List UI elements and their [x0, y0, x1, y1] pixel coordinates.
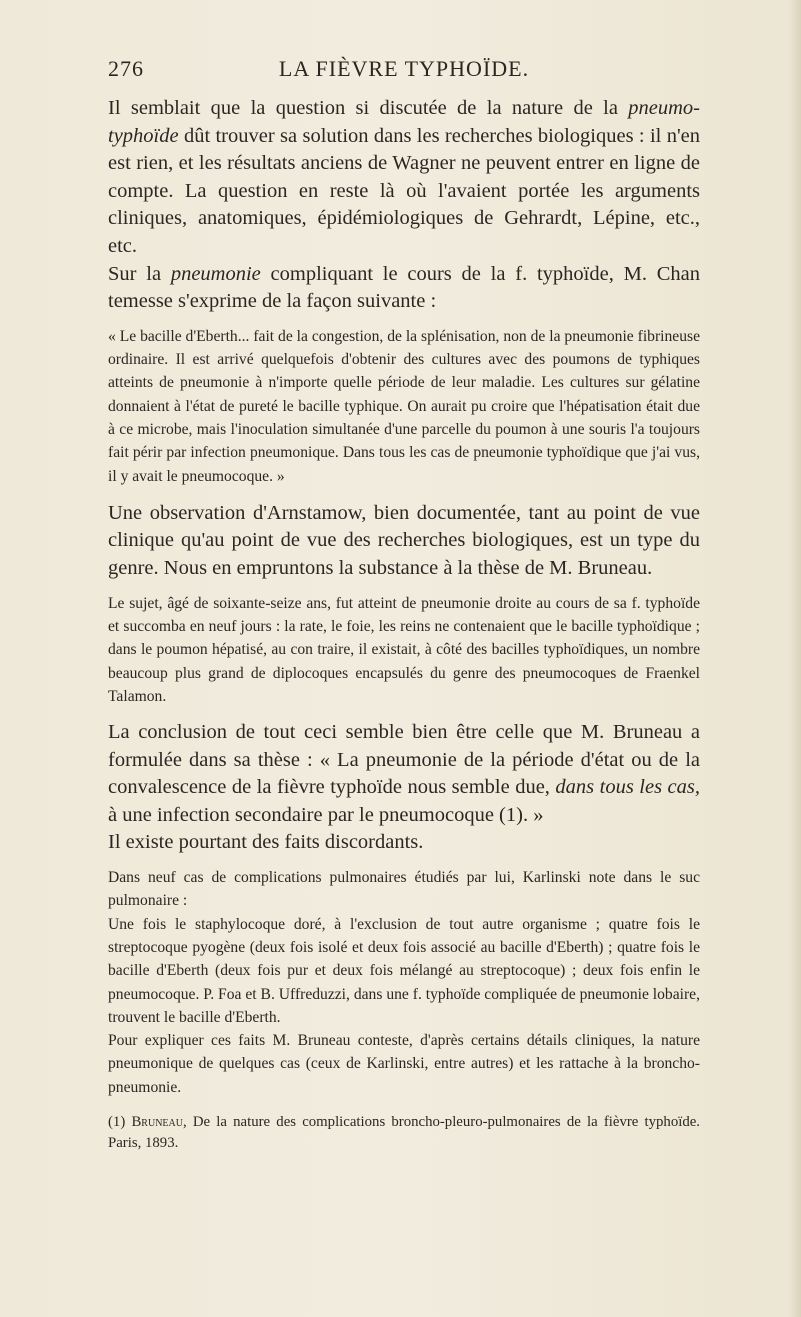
running-header [108, 56, 700, 82]
page-number: 276 [108, 56, 144, 81]
italic-run: dans tous les cas, [555, 776, 700, 799]
running-title: LA FIÈVRE TYPHOÏDE. [278, 56, 530, 81]
text-run: La conclusion de tout ceci semble bien être celle que M. Bruneau a formulée dans sa thèse : « La pneumonie de la période d'état ou de la convalescence de la fièvre typhoïde nous semble due, [108, 721, 700, 799]
text-run: dût trouver sa solution dans les recherches biologiques : il n'en est rien, et les résultats anciens de Wagner ne peuvent entrer en ligne de compte. La question en reste là où l'avaient portée les arguments cliniques, anatomiques, épidémiologiques de Gehrardt, Lépine, etc., etc. [108, 124, 700, 257]
quote-chantemesse: « Le bacille d'Eberth... fait de la congestion, de la splénisation, non de la pneumonie fibrineuse ordinaire. Il est arrivé quelquefois d'obtenir des cultures avec des poumons de typhiques atteints de pneumonie à n'importe quelle période de leur maladie. Les cultures sur gélatine donnaient à l'état de pureté le bacille typhique. On aurait pu croire que l'hépatisation était due à ce microbe, mais l'inoculation simultanée d'une parcelle du poumon à une souris l'a toujours fait périr par infection pneumonique. Dans tous les cas de pneumonie typhoïdique que j'ai vus, il y avait le pneumocoque. » [108, 327, 700, 485]
page-edge-shadow [789, 0, 801, 1317]
small-paragraph-karlinski: Dans neuf cas de complications pulmonaires étudiés par lui, Karlinski note dans le suc pulmonaire : [108, 869, 700, 910]
paragraph-3: Une observation d'Arnstamow, bien documentée, tant au point de vue clinique qu'au point de vue des recherches biologiques, est un type du genre. Nous en empruntons la substance à la thèse de M. Bruneau. [108, 501, 700, 580]
footnote-author: Bruneau [131, 1114, 183, 1131]
text-run: Sur la [108, 262, 171, 285]
text-run: à une infection secondaire par le pneumocoque (1). » [108, 803, 544, 826]
paragraph-4 [108, 719, 700, 829]
footnote [108, 1112, 700, 1153]
small-paragraph-findings: Une fois le staphylocoque doré, à l'exclusion de tout autre organisme ; quatre fois le streptocoque pyogène (deux fois isolé et deux fois associé au bacille d'Eberth) ; quatre fois le bacille d'Eberth (deux fois pur et deux fois mélangé au streptocoque) ; deux fois enfin le pneumocoque. P. Foa et B. Uffreduzzi, dans une f. typhoïde compliquée de pneumonie lobaire, trouvent le bacille d'Eberth. [108, 915, 700, 1026]
page-body [108, 95, 700, 1153]
paragraph-5: Il existe pourtant des faits discordants. [108, 831, 424, 854]
paragraph-1 [108, 95, 700, 261]
paragraph-2 [108, 261, 700, 316]
quote-arnstamow: Le sujet, âgé de soixante-seize ans, fut atteint de pneumonie droite au cours de sa f. typhoïde et succomba en neuf jours : la rate, le foie, les reins ne contenaient que le bacille typhoïdique ; dans le poumon hépatisé, au con traire, il existait, à côté des bacilles typhoïdiques, un nombre beaucoup plus grand de diplocoques encapsulés du genre des pneumocoques de Fraenkel Talamon. [108, 594, 700, 705]
text-run: compliquant le cours de la f. typhoïde, M. Chan temesse s'exprime de la façon suivante : [108, 262, 700, 313]
footnote-text: , De la nature des complications broncho-pleuro-pulmonaires de la fièvre typhoïde. Paris, 1893. [108, 1114, 700, 1151]
footnote-mark: (1) [108, 1114, 132, 1131]
italic-run: pneumonie [170, 262, 261, 285]
italic-run: pneumotyphoïde [108, 97, 700, 147]
text-run: Il semblait que la question si discutée de la nature de la [108, 97, 629, 119]
small-paragraph-explanation: Pour expliquer ces faits M. Bruneau conteste, d'après certains détails cliniques, la nature pneumonique de quelques cas (ceux de Karlinski, entre autres) et les rattache à la broncho-pneumonie. [108, 1032, 700, 1096]
